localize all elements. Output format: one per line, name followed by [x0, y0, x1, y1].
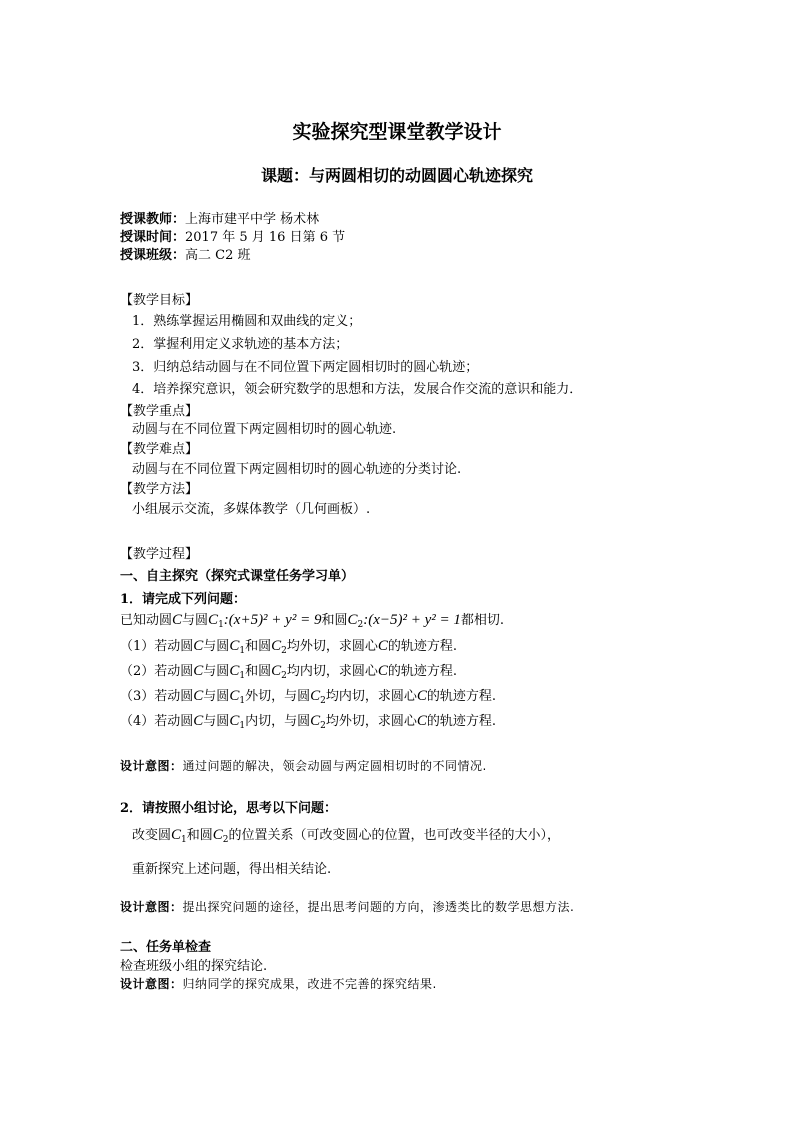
key-points-heading: 【教学重点】	[120, 404, 199, 419]
methods-text: 小组展示交流，多媒体教学（几何画板）.	[132, 502, 371, 517]
difficulties-text: 动圆与在不同位置下两定圆相切时的圆心轨迹的分类讨论.	[132, 462, 462, 477]
sub-question: （2）若动圆C与圆$C_1$和圆$C_2$均内切，求圆心C的轨迹方程.	[120, 663, 457, 681]
page-title: 实验探究型课堂教学设计	[292, 121, 502, 143]
key-points-text: 动圆与在不同位置下两定圆相切时的圆心轨迹.	[132, 422, 397, 437]
part2-heading: 二、任务单检查	[120, 940, 212, 955]
design-intent-2: 设计意图：提出探究问题的途径，提出思考问题的方向，渗透类比的数学思想方法.	[120, 900, 575, 914]
goal-item: 4．培养探究意识，领会研究数学的思想和方法，发展合作交流的意识和能力．	[132, 382, 583, 397]
methods-heading: 【教学方法】	[120, 482, 199, 497]
design-intent-3: 设计意图：归纳同学的探究成果，改进不完善的探究结果.	[120, 977, 437, 991]
part2-text: 检查班级小组的探究结论.	[120, 959, 268, 974]
sub-question: （1）若动圆C与圆$C_1$和圆$C_2$均外切，求圆心C的轨迹方程.	[120, 638, 457, 656]
q1-intro: 已知动圆C与圆$C_1:(x+5)^2 + y^2 = 9$和圆$C_2:(x-5)^2 + y^2 = 1$都相切.	[120, 612, 505, 630]
q2-line-1: 改变圆$C_1$和圆$C_2$的位置关系（可改变圆心的位置，也可改变半径的大小），	[132, 827, 561, 845]
process-heading: 【教学过程】	[120, 547, 199, 562]
difficulties-heading: 【教学难点】	[120, 442, 199, 457]
q2-line-2: 重新探究上述问题，得出相关结论.	[132, 862, 332, 877]
sub-question: （4）若动圆C与圆$C_1$内切，与圆$C_2$均外切，求圆心C的轨迹方程.	[120, 713, 496, 731]
part1-heading: 一、自主探究（探究式课堂任务学习单）	[120, 569, 355, 584]
meta-time: 授课时间：2017 年 5 月 16 日第 6 节	[120, 230, 346, 245]
q2-title: 2．请按照小组讨论，思考以下问题：	[120, 801, 338, 816]
goals-heading: 【教学目标】	[120, 293, 199, 308]
meta-teacher: 授课教师：上海市建平中学 杨术林	[120, 212, 320, 227]
sub-question: （3）若动圆C与圆$C_1$外切，与圆$C_2$均内切，求圆心C的轨迹方程.	[120, 688, 496, 706]
goal-item: 2．掌握利用定义求轨迹的基本方法；	[132, 337, 349, 352]
design-intent-1: 设计意图：通过问题的解决，领会动圆与两定圆相切时的不同情况.	[120, 759, 487, 773]
q1-title: 1．请完成下列问题：	[120, 592, 247, 607]
goal-item: 3．归纳总结动圆与在不同位置下两定圆相切时的圆心轨迹；	[132, 360, 479, 375]
goal-item: 1．熟练掌握运用椭圆和双曲线的定义；	[132, 314, 362, 329]
meta-class: 授课班级：高二 C2 班	[120, 248, 251, 263]
lesson-subtitle: 课题：与两圆相切的动圆圆心轨迹探究	[260, 166, 533, 185]
